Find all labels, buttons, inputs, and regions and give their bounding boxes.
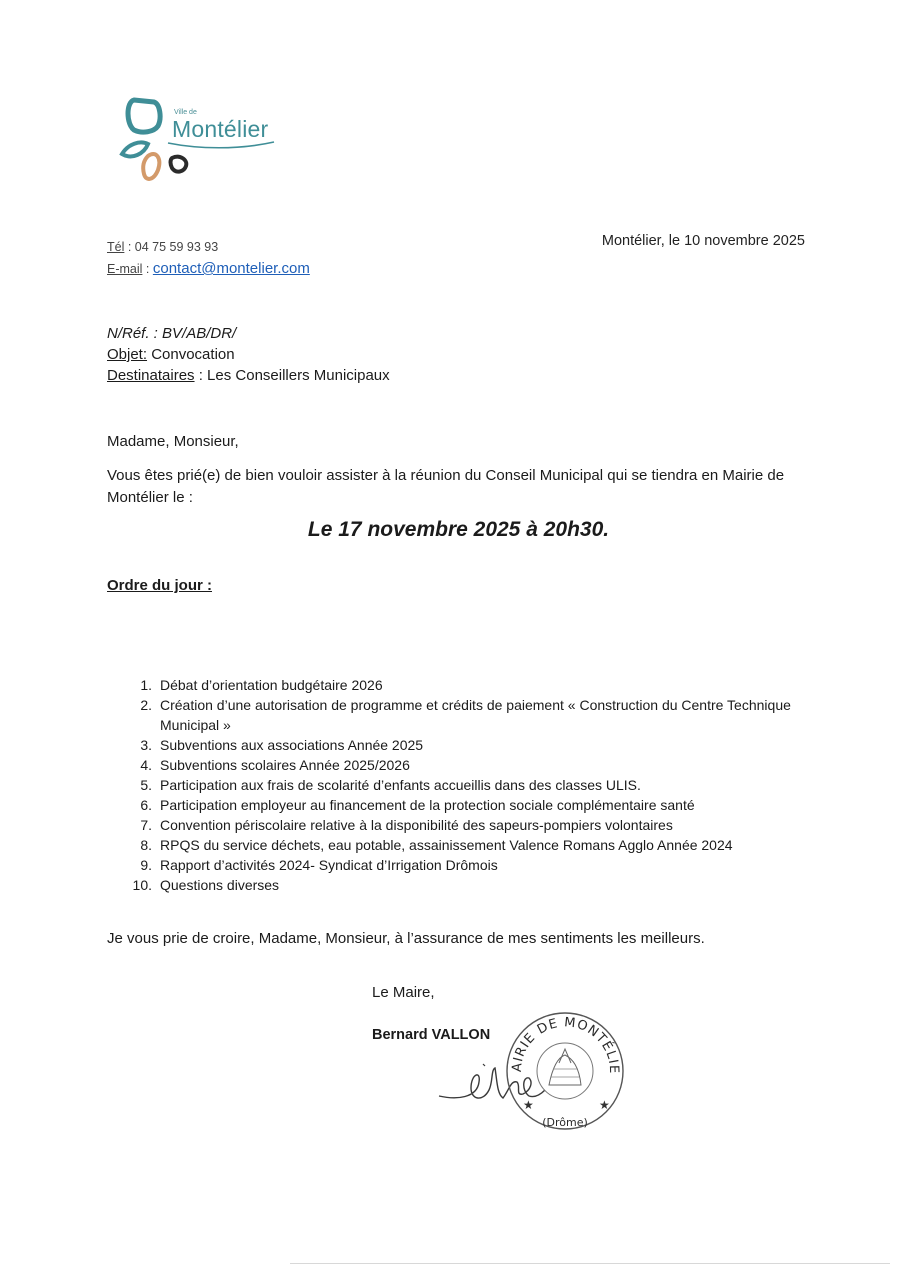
agenda-item-number: 10. (132, 877, 152, 893)
municipal-logo (118, 96, 288, 191)
logo-name: Montélier (172, 116, 269, 142)
seal-top-text: AIRIE DE MONTÉLIE (509, 1015, 622, 1075)
svg-text:★: ★ (599, 1098, 610, 1112)
agenda-item-text: Subventions scolaires Année 2025/2026 (160, 757, 410, 773)
seal-bottom-text: (Drôme) (542, 1116, 588, 1129)
agenda-item-number: 8. (140, 837, 152, 853)
agenda-item-text: Participation aux frais de scolarité d’enfants accueillis dans des classes ULIS. (160, 777, 641, 793)
agenda-item-text: Participation employeur au financement de la protection sociale complémentaire santé (160, 797, 695, 813)
agenda-item (126, 675, 806, 695)
agenda-item-text: Rapport d’activités 2024- Syndicat d’Irrigation Drômois (160, 857, 498, 873)
email-separator: : (145, 262, 150, 276)
agenda-item (126, 835, 806, 855)
meeting-date: Le 17 novembre 2025 à 20h30. (307, 518, 610, 541)
contact-block (107, 236, 310, 280)
signer-name: Bernard VALLON (372, 1027, 491, 1043)
phone-label: Tél (107, 240, 125, 254)
recipients-value: : Les Conseillers Municipaux (194, 367, 390, 384)
agenda-item-text: Subventions aux associations Année 2025 (160, 737, 424, 753)
agenda-item (126, 775, 806, 795)
svg-text:MAIRIE DE MONTÉLIER (503, 1005, 621, 1074)
signoff-title: Le Maire, (372, 984, 435, 1001)
reference-number: N/Réf. : BV/AB/DR/ (107, 325, 237, 342)
email-link[interactable]: contact@montelier.com (152, 260, 310, 277)
email-line (107, 258, 310, 280)
phone-value: : 04 75 59 93 93 (127, 240, 219, 254)
page-bottom-line (290, 1263, 890, 1264)
closing-formula: Je vous prie de croire, Madame, Monsieur, à l’assurance de mes sentiments les meilleurs. (107, 930, 705, 947)
svg-text:★: ★ (523, 1098, 534, 1112)
agenda-item-number: 5. (140, 777, 152, 793)
intro-paragraph: Vous êtes prié(e) de bien vouloir assister à la réunion du Conseil Municipal qui se tiendra en Mairie de Montélier le : (107, 467, 785, 506)
agenda-item-number: 6. (140, 797, 152, 813)
agenda-item (126, 755, 806, 775)
agenda-item (126, 815, 806, 835)
agenda-item-text: Création d’une autorisation de programme et crédits de paiement « Construction du Centre Technique Municipal » (160, 697, 791, 733)
recipients-line (107, 365, 390, 386)
phone-line (107, 236, 310, 258)
agenda-item (126, 875, 806, 895)
agenda-item-number: 2. (140, 697, 152, 713)
agenda-title: Ordre du jour : (107, 577, 212, 594)
agenda-item-number: 9. (140, 857, 152, 873)
agenda-item-text: Débat d’orientation budgétaire 2026 (160, 677, 383, 693)
agenda-list (126, 675, 806, 895)
agenda-item (126, 855, 806, 875)
agenda-item-number: 7. (140, 817, 152, 833)
agenda-item (126, 695, 806, 735)
agenda-item-text: Convention périscolaire relative à la disponibilité des sapeurs-pompiers volontaires (160, 817, 673, 833)
reference-block (107, 323, 390, 386)
agenda-item-number: 3. (140, 737, 152, 753)
subject-value: Convocation (147, 346, 235, 363)
recipients-label: Destinataires (107, 367, 195, 384)
agenda-item-number: 4. (140, 757, 152, 773)
agenda-item-text: RPQS du service déchets, eau potable, assainissement Valence Romans Agglo Année 2024 (160, 837, 733, 853)
agenda-item-text: Questions diverses (160, 877, 280, 893)
letter-date: Montélier, le 10 novembre 2025 (601, 233, 805, 249)
subject-line (107, 344, 390, 365)
subject-label: Objet: (107, 346, 148, 363)
agenda-item-number: 1. (140, 677, 152, 693)
agenda-item (126, 795, 806, 815)
official-seal (503, 1005, 628, 1135)
salutation: Madame, Monsieur, (107, 433, 239, 450)
logo-small-text: Ville de (174, 109, 197, 116)
agenda-item (126, 735, 806, 755)
email-label: E-mail (107, 262, 143, 276)
logo-mark-icon (118, 96, 288, 191)
